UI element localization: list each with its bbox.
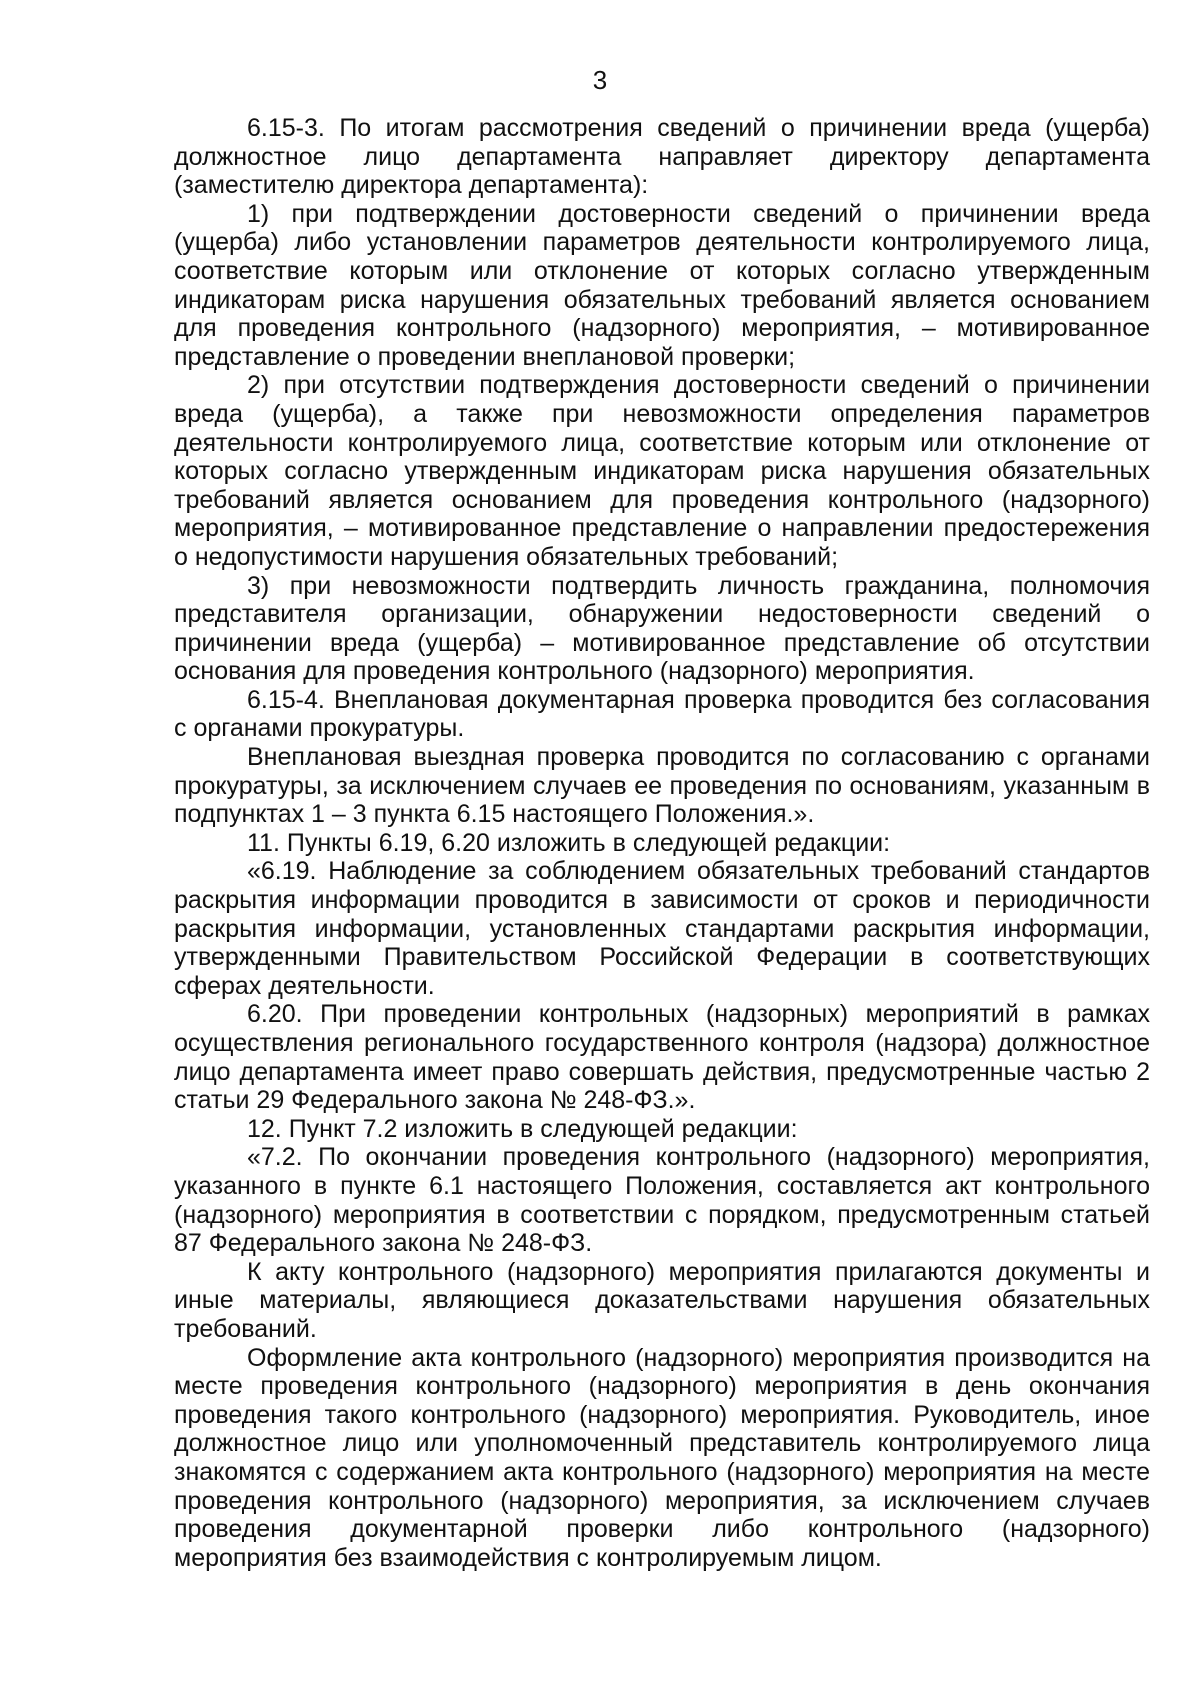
paragraph-7-2: «7.2. По окончании проведения контрольного (надзорного) мероприятия, указанного в пункте 6.1 настоящего Положения, составляется акт контрольного (надзорного) мероприятия в соответствии с порядком, предусмотренным статьей 87 Федерального закона № 248-ФЗ. [174, 1143, 1150, 1258]
paragraph-6-15-3: 6.15-3. По итогам рассмотрения сведений о причинении вреда (ущерба) должностное лицо департамента направляет директору департамента (заместителю директора департамента): [174, 114, 1150, 200]
paragraph-act-attachments: К акту контрольного (надзорного) мероприятия прилагаются документы и иные материалы, являющиеся доказательствами нарушения обязательных требований. [174, 1257, 1150, 1343]
paragraph-12: 12. Пункт 7.2 изложить в следующей редакции: [247, 1114, 798, 1143]
page-number: 3 [592, 65, 608, 95]
paragraph-item-2: 2) при отсутствии подтверждения достоверности сведений о причинении вреда (ущерба), а также при невозможности определения параметров деятельности контролируемого лица, соответствие которым или отклонение от которых согласно утвержденным индикаторам риска нарушения обязательных требований является основанием для проведения контрольного (надзорного) мероприятия, – мотивированное представление о направлении предостережения о недопустимости нарушения обязательных требований; [174, 371, 1150, 571]
paragraph-6-19: «6.19. Наблюдение за соблюдением обязательных требований стандартов раскрытия информации проводится в зависимости от сроков и периодичности раскрытия информации, установленных стандартами раскрытия информации, утвержденными Правительством Российской Федерации в соответствующих сферах деятельности. [174, 857, 1150, 1000]
paragraph-item-1: 1) при подтверждении достоверности сведений о причинении вреда (ущерба) либо установлении параметров деятельности контролируемого лица, соответствие которым или отклонение от которых согласно утвержденным индикаторам риска нарушения обязательных требований является основанием для проведения контрольного (надзорного) мероприятия, – мотивированное представление о проведении внеплановой проверки; [174, 199, 1150, 371]
paragraph-6-20: 6.20. При проведении контрольных (надзорных) мероприятий в рамках осуществления регионального государственного контроля (надзора) должностное лицо департамента имеет право совершать действия, предусмотренные частью 2 статьи 29 Федерального закона № 248-ФЗ.». [174, 1000, 1150, 1115]
paragraph-item-3: 3) при невозможности подтвердить личность гражданина, полномочия представителя организации, обнаружении недостоверности сведений о причинении вреда (ущерба) – мотивированное представление об отсутствии основания для проведения контрольного (надзорного) мероприятия. [174, 571, 1150, 686]
paragraph-act-execution: Оформление акта контрольного (надзорного) мероприятия производится на месте проведения контрольного (надзорного) мероприятия в день окончания проведения такого контрольного (надзорного) мероприятия. Руководитель, иное должностное лицо или уполномоченный представитель контролируемого лица знакомятся с содержанием акта контрольного (надзорного) мероприятия на месте проведения контрольного (надзорного) мероприятия, за исключением случаев проведения документарной проверки либо контрольного (надзорного) мероприятия без взаимодействия с контролируемым лицом. [174, 1343, 1150, 1572]
document-body [174, 114, 1150, 1572]
paragraph-unscheduled-inspection: Внеплановая выездная проверка проводится по согласованию с органами прокуратуры, за исключением случаев ее проведения по основаниям, указанным в подпунктах 1 – 3 пункта 6.15 настоящего Положения.». [174, 743, 1150, 829]
paragraph-6-15-4: 6.15-4. Внеплановая документарная проверка проводится без согласования с органами прокуратуры. [174, 685, 1150, 743]
paragraph-11: 11. Пункты 6.19, 6.20 изложить в следующей редакции: [247, 828, 891, 857]
